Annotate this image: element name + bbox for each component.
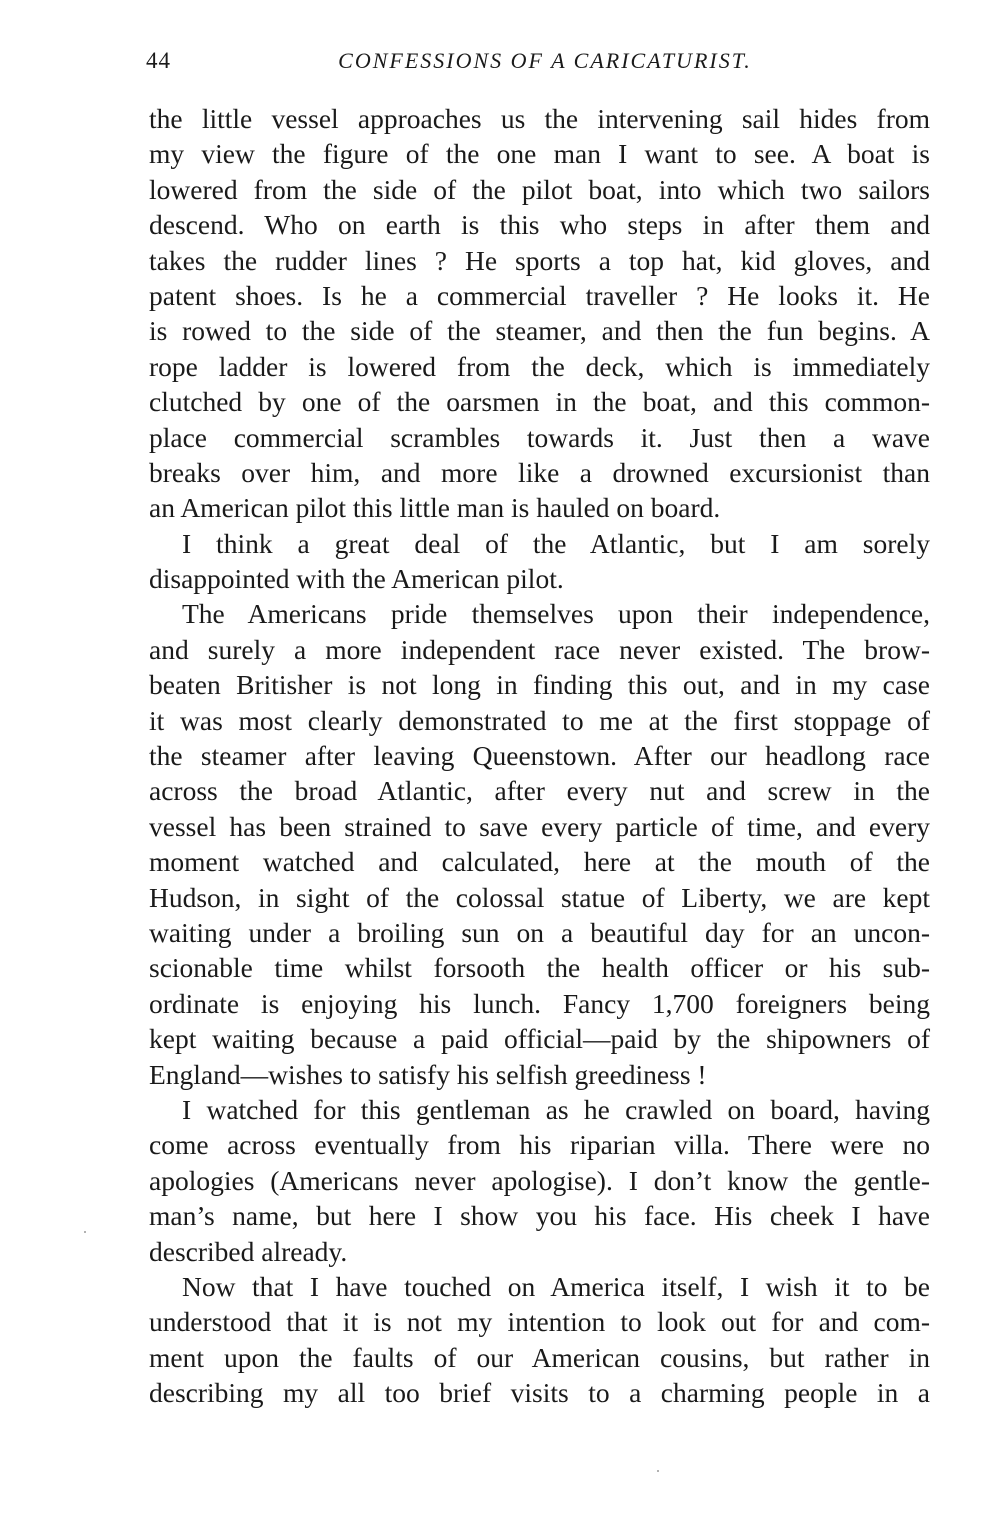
- text-line: kept waiting because a paid official—paid by the shipowners of: [149, 1023, 930, 1055]
- text-line: ordinate is enjoying his lunch. Fancy 1,700 foreigners being: [149, 987, 930, 1019]
- paper-speck: [657, 1470, 659, 1472]
- text-line: disappointed with the American pilot.: [149, 563, 564, 595]
- text-line: lowered from the side of the pilot boat, into which two sailors: [149, 173, 930, 205]
- paragraph-2: [149, 526, 930, 597]
- body-text: [149, 101, 930, 1410]
- text-line: the steamer after leaving Queenstown. After our headlong race: [149, 740, 930, 772]
- running-head: [146, 46, 932, 80]
- paragraph-4: [149, 1092, 930, 1269]
- text-line: vessel has been strained to save every particle of time, and every: [149, 810, 930, 842]
- text-line: I think a great deal of the Atlantic, but I am sorely: [182, 527, 930, 559]
- text-line: understood that it is not my intention to look out for and com-: [149, 1306, 930, 1338]
- text-line: scionable time whilst forsooth the health officer or his sub-: [149, 952, 930, 984]
- text-line: Now that I have touched on America itself, I wish it to be: [182, 1270, 930, 1302]
- paper-speck: [84, 1231, 86, 1233]
- text-line: rope ladder is lowered from the deck, which is immediately: [149, 350, 930, 382]
- text-line: Hudson, in sight of the colossal statue of Liberty, we are kept: [149, 881, 930, 913]
- text-line: the little vessel approaches us the intervening sail hides from: [149, 103, 930, 134]
- text-line: man’s name, but here I show you his face. His cheek I have: [149, 1200, 930, 1232]
- text-line: waiting under a broiling sun on a beautiful day for an uncon-: [149, 916, 930, 948]
- text-line: descend. Who on earth is this who steps in after them and: [149, 209, 930, 241]
- text-line: breaks over him, and more like a drowned excursionist than: [149, 456, 930, 488]
- text-line: come across eventually from his riparian villa. There were no: [149, 1129, 930, 1161]
- page-number: 44: [146, 48, 171, 73]
- text-line: England—wishes to satisfy his selfish greediness !: [149, 1058, 707, 1090]
- text-line: and surely a more independent race never existed. The brow-: [149, 633, 930, 665]
- text-line: described already.: [149, 1235, 348, 1267]
- text-line: place commercial scrambles towards it. Just then a wave: [149, 421, 930, 453]
- paragraph-3: [149, 596, 930, 1091]
- text-line: describing my all too brief visits to a charming people in a: [149, 1377, 930, 1409]
- text-line: it was most clearly demonstrated to me at the first stoppage of: [149, 704, 930, 736]
- running-title: CONFESSIONS OF A CARICATURIST.: [338, 48, 752, 73]
- text-line: I watched for this gentleman as he crawled on board, having: [182, 1093, 930, 1125]
- text-line: The Americans pride themselves upon their independence,: [182, 598, 930, 630]
- text-line: ment upon the faults of our American cousins, but rather in: [149, 1341, 930, 1373]
- text-line: an American pilot this little man is hauled on board.: [149, 492, 721, 524]
- text-line: clutched by one of the oarsmen in the boat, and this common-: [149, 386, 930, 418]
- text-line: is rowed to the side of the steamer, and then the fun begins. A: [149, 315, 930, 347]
- text-line: patent shoes. Is he a commercial traveller ? He looks it. He: [149, 279, 930, 311]
- text-line: takes the rudder lines ? He sports a top hat, kid gloves, and: [149, 244, 930, 276]
- text-line: my view the figure of the one man I want to see. A boat is: [149, 138, 930, 170]
- paragraph-5: [149, 1269, 930, 1411]
- text-line: moment watched and calculated, here at the mouth of the: [149, 846, 930, 878]
- text-line: beaten Britisher is not long in finding this out, and in my case: [149, 669, 930, 701]
- paragraph-1: [149, 101, 930, 526]
- text-line: apologies (Americans never apologise). I don’t know the gentle-: [149, 1164, 930, 1196]
- text-line: across the broad Atlantic, after every nut and screw in the: [149, 775, 930, 807]
